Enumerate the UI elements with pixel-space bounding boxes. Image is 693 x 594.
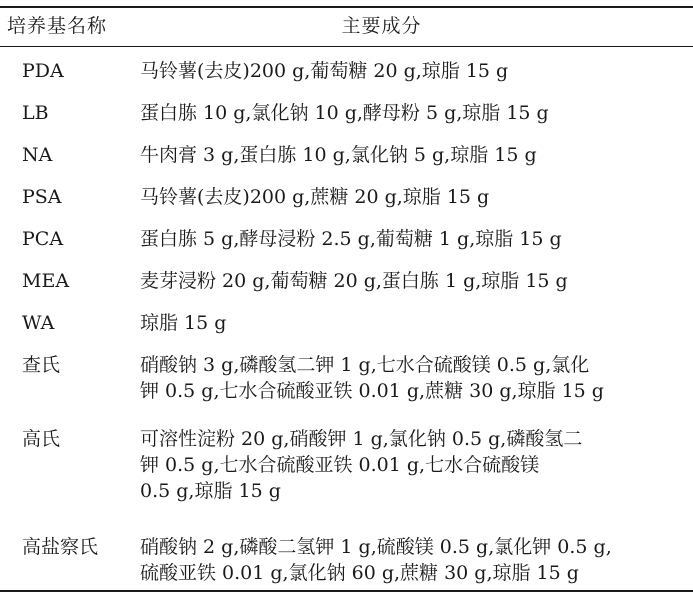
- component-line: 硝酸钠 3 g,磷酸氢二钾 1 g,七水合硫酸镁 0.5 g,氯化: [140, 354, 590, 376]
- medium-name: 高氏: [22, 428, 61, 450]
- medium-name: PCA: [22, 228, 64, 250]
- medium-name: WA: [22, 312, 55, 334]
- component-line: 蛋白胨 5 g,酵母浸粉 2.5 g,葡萄糖 1 g,琼脂 15 g: [140, 228, 562, 250]
- top-rule: [0, 6, 693, 8]
- component-line: 钾 0.5 g,七水合硫酸亚铁 0.01 g,蔗糖 30 g,琼脂 15 g: [140, 380, 604, 402]
- component-line: 钾 0.5 g,七水合硫酸亚铁 0.01 g,七水合硫酸镁: [140, 454, 540, 476]
- header-main-components: 主要成分: [341, 15, 422, 37]
- medium-components: [140, 310, 688, 336]
- component-line: 硝酸钠 2 g,磷酸二氢钾 1 g,硫酸镁 0.5 g,氯化钾 0.5 g,: [140, 536, 612, 558]
- medium-components: [140, 100, 688, 126]
- medium-name: PSA: [22, 186, 62, 208]
- medium-name: 高盐察氏: [22, 536, 99, 558]
- header-medium-name: 培养基名称: [7, 15, 108, 37]
- medium-components: [140, 352, 688, 404]
- medium-components: [140, 534, 688, 586]
- medium-name: LB: [22, 102, 49, 124]
- medium-components: [140, 268, 688, 294]
- component-line: 0.5 g,琼脂 15 g: [140, 480, 281, 502]
- component-line: 可溶性淀粉 20 g,硝酸钾 1 g,氯化钠 0.5 g,磷酸氢二: [140, 428, 583, 450]
- bottom-rule: [0, 590, 693, 592]
- component-line: 马铃薯(去皮)200 g,葡萄糖 20 g,琼脂 15 g: [140, 60, 509, 82]
- component-line: 马铃薯(去皮)200 g,蔗糖 20 g,琼脂 15 g: [140, 186, 490, 208]
- medium-name: NA: [22, 144, 53, 166]
- medium-components: [140, 184, 688, 210]
- component-line: 牛肉膏 3 g,蛋白胨 10 g,氯化钠 5 g,琼脂 15 g: [140, 144, 537, 166]
- medium-components: [140, 58, 688, 84]
- medium-name: MEA: [22, 270, 70, 292]
- medium-name: 查氏: [22, 354, 61, 376]
- component-line: 麦芽浸粉 20 g,葡萄糖 20 g,蛋白胨 1 g,琼脂 15 g: [140, 270, 568, 292]
- medium-components: [140, 142, 688, 168]
- medium-components: [140, 226, 688, 252]
- component-line: 琼脂 15 g: [140, 312, 227, 334]
- component-line: 蛋白胨 10 g,氯化钠 10 g,酵母粉 5 g,琼脂 15 g: [140, 102, 549, 124]
- component-line: 硫酸亚铁 0.01 g,氯化钠 60 g,蔗糖 30 g,琼脂 15 g: [140, 562, 579, 584]
- medium-name: PDA: [22, 60, 64, 82]
- medium-components: [140, 426, 688, 504]
- header-rule: [0, 46, 693, 47]
